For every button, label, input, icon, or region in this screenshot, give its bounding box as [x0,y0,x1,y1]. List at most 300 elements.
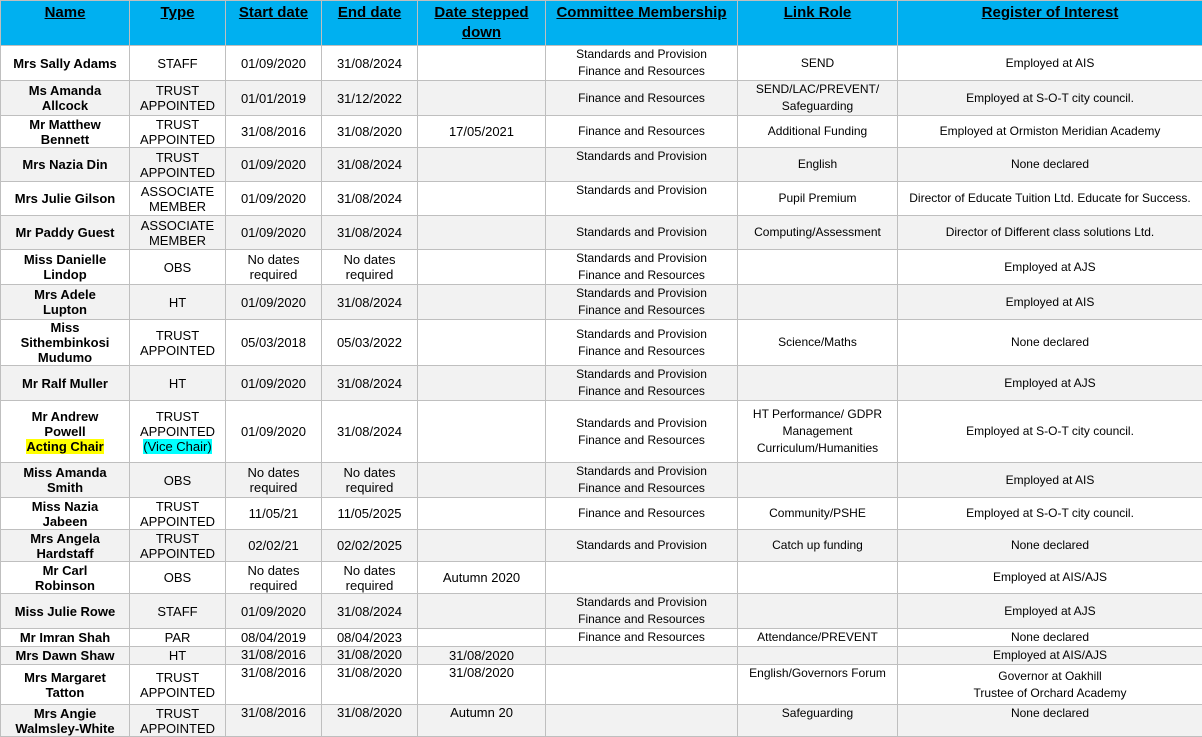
table-body [1,46,1202,737]
end-date: 31/08/2020 [322,705,418,737]
member-name [1,498,130,530]
date-stepped-down [418,463,546,498]
register-of-interest [898,116,1202,148]
end-date: 31/08/2020 [322,116,418,148]
register-of-interest [898,498,1202,530]
member-type-line: ASSOCIATE [132,218,223,233]
member-name [1,148,130,182]
committee-membership [546,182,738,216]
member-type-line: MEMBER [132,199,223,214]
register-of-interest-line: Employed at AIS/AJS [900,647,1200,664]
register-of-interest [898,285,1202,320]
start-date: No dates required [226,562,322,594]
end-date: 31/08/2024 [322,148,418,182]
committee-membership-line: Standards and Provision [548,224,735,241]
link-role-line: Safeguarding [740,705,895,722]
committee-membership-line: Finance and Resources [548,480,735,497]
member-type [130,647,226,665]
date-stepped-down [418,629,546,647]
date-stepped-down [418,216,546,250]
end-date: No dates required [322,463,418,498]
link-role-line: Additional Funding [740,123,895,140]
link-role-line: Science/Maths [740,334,895,351]
link-role-line: English/Governors Forum [740,665,895,682]
link-role-line: English [740,156,895,173]
member-name [1,250,130,285]
member-type [130,498,226,530]
end-date: 31/08/2024 [322,401,418,463]
register-of-interest [898,647,1202,665]
member-type-line: TRUST [132,117,223,132]
end-date: 11/05/2025 [322,498,418,530]
start-date: 01/09/2020 [226,366,322,401]
member-name-line: Miss Amanda [3,465,127,480]
register-of-interest [898,705,1202,737]
date-stepped-down [418,148,546,182]
link-role [738,148,898,182]
committee-membership-line: Standards and Provision [548,537,735,554]
member-name-line: Mrs Adele [3,287,127,302]
committee-membership-line: Standards and Provision [548,182,735,199]
member-name-line: Bennett [3,132,127,147]
date-stepped-down: 31/08/2020 [418,647,546,665]
table-row [1,401,1202,463]
end-date: No dates required [322,562,418,594]
member-type-line: OBS [132,260,223,275]
link-role [738,46,898,81]
table-row [1,498,1202,530]
register-of-interest [898,81,1202,116]
table-row [1,530,1202,562]
register-of-interest-line: None declared [900,156,1200,173]
date-stepped-down [418,530,546,562]
committee-membership [546,366,738,401]
link-role-line: SEND [740,55,895,72]
table-row [1,629,1202,647]
committee-membership-line: Finance and Resources [548,611,735,628]
committee-membership [546,46,738,81]
link-role [738,81,898,116]
register-of-interest-line: Employed at AIS/AJS [900,569,1200,586]
committee-membership-line: Finance and Resources [548,123,735,140]
date-stepped-down [418,182,546,216]
date-stepped-down [418,81,546,116]
member-type [130,530,226,562]
start-date: 01/09/2020 [226,401,322,463]
header-end-date: End date [322,1,418,46]
table-row [1,116,1202,148]
committee-membership [546,216,738,250]
member-name [1,182,130,216]
end-date: 08/04/2023 [322,629,418,647]
register-of-interest [898,46,1202,81]
link-role [738,665,898,705]
link-role [738,463,898,498]
date-stepped-down: 31/08/2020 [418,665,546,705]
table-row [1,665,1202,705]
register-of-interest-line: Employed at AJS [900,259,1200,276]
committee-membership [546,285,738,320]
date-stepped-down [418,46,546,81]
register-of-interest [898,320,1202,366]
start-date: 01/09/2020 [226,182,322,216]
member-type-line: APPOINTED [132,132,223,147]
committee-membership [546,250,738,285]
register-of-interest-line: Employed at S-O-T city council. [900,423,1200,440]
table-row [1,463,1202,498]
member-type [130,594,226,629]
start-date: 31/08/2016 [226,647,322,665]
member-type-line: APPOINTED [132,685,223,700]
member-type [130,182,226,216]
member-type [130,629,226,647]
end-date: 31/12/2022 [322,81,418,116]
member-type-line: APPOINTED [132,514,223,529]
register-of-interest [898,530,1202,562]
table-row [1,148,1202,182]
committee-membership [546,401,738,463]
member-name-line: Mrs Margaret [3,670,127,685]
link-role-line: HT Performance/ GDPR [740,406,895,423]
committee-membership-line: Finance and Resources [548,63,735,80]
member-name-line: Sithembinkosi [3,335,127,350]
register-of-interest [898,401,1202,463]
register-of-interest [898,463,1202,498]
member-type-line: ASSOCIATE [132,184,223,199]
register-of-interest-line: Employed at AJS [900,603,1200,620]
committee-membership [546,594,738,629]
link-role [738,250,898,285]
header-start-date: Start date [226,1,322,46]
member-name-highlight: Acting Chair [26,439,103,454]
member-type-line: TRUST [132,150,223,165]
member-name [1,216,130,250]
committee-membership [546,498,738,530]
table-row [1,705,1202,737]
header-link-role: Link Role [738,1,898,46]
link-role [738,647,898,665]
committee-membership-line: Standards and Provision [548,285,735,302]
register-of-interest-line: Employed at AIS [900,294,1200,311]
member-type [130,463,226,498]
member-type-line: HT [132,648,223,663]
committee-membership-line: Standards and Provision [548,148,735,165]
committee-membership-line: Standards and Provision [548,415,735,432]
committee-membership-line: Standards and Provision [548,250,735,267]
link-role-line: SEND/LAC/PREVENT/ [740,81,895,98]
committee-membership [546,81,738,116]
member-name [1,647,130,665]
member-name-line: Powell [3,424,127,439]
table-row [1,216,1202,250]
register-of-interest-line: None declared [900,705,1200,722]
member-type-line: OBS [132,570,223,585]
start-date: 01/01/2019 [226,81,322,116]
header-row [1,1,1202,46]
member-name [1,116,130,148]
register-of-interest [898,594,1202,629]
link-role [738,285,898,320]
register-of-interest-line: Employed at AJS [900,375,1200,392]
member-name [1,562,130,594]
committee-membership-line: Standards and Provision [548,326,735,343]
member-name-line: Mr Andrew [3,409,127,424]
member-name [1,46,130,81]
member-type [130,148,226,182]
member-name-line: Walmsley-White [3,721,127,736]
committee-membership-line: Finance and Resources [548,267,735,284]
register-of-interest-line: Employed at AIS [900,472,1200,489]
committee-membership-line: Finance and Resources [548,432,735,449]
header-name: Name [1,1,130,46]
member-name [1,366,130,401]
link-role [738,562,898,594]
date-stepped-down: 17/05/2021 [418,116,546,148]
start-date: 08/04/2019 [226,629,322,647]
member-type-line: OBS [132,473,223,488]
register-of-interest [898,366,1202,401]
member-type [130,401,226,463]
member-name-line: Miss [3,320,127,335]
member-name [1,705,130,737]
link-role [738,705,898,737]
start-date: No dates required [226,463,322,498]
start-date: 01/09/2020 [226,285,322,320]
table-row [1,182,1202,216]
date-stepped-down [418,594,546,629]
member-name-line: Mrs Dawn Shaw [3,648,127,663]
member-name [1,401,130,463]
date-stepped-down [418,250,546,285]
committee-membership [546,148,738,182]
link-role [738,401,898,463]
register-of-interest-line: None declared [900,629,1200,646]
member-name-line: Mrs Angela [3,531,127,546]
member-type [130,216,226,250]
table-row [1,81,1202,116]
end-date: 31/08/2024 [322,216,418,250]
member-type [130,366,226,401]
committee-membership [546,463,738,498]
member-name-line: Mr Paddy Guest [3,225,127,240]
member-name [1,530,130,562]
member-type [130,705,226,737]
header-committee-membership: Committee Membership [546,1,738,46]
member-name-line: Mrs Nazia Din [3,157,127,172]
member-name [1,320,130,366]
committee-membership-line: Finance and Resources [548,505,735,522]
member-type [130,46,226,81]
member-type-line: TRUST [132,706,223,721]
committee-membership [546,629,738,647]
member-name-line: Mr Ralf Muller [3,376,127,391]
member-name-line: Mr Carl [3,563,127,578]
member-name [1,463,130,498]
register-of-interest [898,216,1202,250]
member-name-line: Mrs Sally Adams [3,56,127,71]
register-of-interest-line: Employed at S-O-T city council. [900,505,1200,522]
member-type [130,250,226,285]
committee-membership-line: Standards and Provision [548,46,735,63]
link-role [738,182,898,216]
member-type [130,320,226,366]
end-date: No dates required [322,250,418,285]
link-role-line: Catch up funding [740,537,895,554]
link-role [738,366,898,401]
start-date: 01/09/2020 [226,148,322,182]
committee-membership-line: Finance and Resources [548,302,735,319]
end-date: 31/08/2024 [322,285,418,320]
member-name-line: Allcock [3,98,127,113]
member-name-line: Mudumo [3,350,127,365]
member-type-line: TRUST [132,83,223,98]
member-name-line: Ms Amanda [3,83,127,98]
header-date-stepped-down: Date stepped down [418,1,546,46]
member-type-line: TRUST [132,409,223,424]
member-type-line: STAFF [132,56,223,71]
register-of-interest-line: Employed at S-O-T city council. [900,90,1200,107]
committee-membership-line: Standards and Provision [548,366,735,383]
start-date: No dates required [226,250,322,285]
member-name [1,285,130,320]
link-role-line: Safeguarding [740,98,895,115]
end-date: 31/08/2020 [322,665,418,705]
member-name-line: Tatton [3,685,127,700]
committee-membership [546,562,738,594]
register-of-interest [898,182,1202,216]
link-role [738,320,898,366]
committee-membership-line: Finance and Resources [548,343,735,360]
member-name-line: Jabeen [3,514,127,529]
table-row [1,594,1202,629]
member-type-line: APPOINTED [132,98,223,113]
register-of-interest-line: None declared [900,537,1200,554]
register-of-interest-line: None declared [900,334,1200,351]
committee-membership [546,530,738,562]
table-row [1,250,1202,285]
start-date: 31/08/2016 [226,116,322,148]
start-date: 01/09/2020 [226,216,322,250]
member-name-line: Lupton [3,302,127,317]
date-stepped-down: Autumn 2020 [418,562,546,594]
start-date: 02/02/21 [226,530,322,562]
member-type-line: APPOINTED [132,721,223,736]
member-name-line: Lindop [3,267,127,282]
member-name-line: Mr Imran Shah [3,630,127,645]
date-stepped-down [418,401,546,463]
date-stepped-down [418,498,546,530]
register-of-interest-line: Trustee of Orchard Academy [900,685,1200,702]
member-type [130,285,226,320]
member-type-line: TRUST [132,499,223,514]
start-date: 01/09/2020 [226,594,322,629]
committee-membership-line: Finance and Resources [548,383,735,400]
member-type-line: STAFF [132,604,223,619]
member-name [1,594,130,629]
member-type [130,562,226,594]
member-name [1,629,130,647]
table-row [1,320,1202,366]
table-row [1,285,1202,320]
end-date: 31/08/2024 [322,46,418,81]
member-type-line: TRUST [132,531,223,546]
header-register-of-interest: Register of Interest [898,1,1202,46]
register-of-interest-line: Employed at Ormiston Meridian Academy [900,123,1200,140]
register-of-interest-line: Director of Different class solutions Ltd. [900,224,1200,241]
member-type [130,81,226,116]
register-of-interest-line: Employed at AIS [900,55,1200,72]
member-type-line: APPOINTED [132,546,223,561]
start-date: 11/05/21 [226,498,322,530]
member-name [1,665,130,705]
register-of-interest [898,562,1202,594]
member-type-line: APPOINTED [132,424,223,439]
link-role [738,530,898,562]
member-name-line: Miss Julie Rowe [3,604,127,619]
register-of-interest [898,665,1202,705]
date-stepped-down [418,366,546,401]
member-type-line: HT [132,295,223,310]
member-type-line: TRUST [132,328,223,343]
member-name-line: Miss Danielle [3,252,127,267]
member-type [130,665,226,705]
end-date: 02/02/2025 [322,530,418,562]
register-of-interest [898,148,1202,182]
link-role-line: Community/PSHE [740,505,895,522]
committee-membership [546,647,738,665]
member-type-line: MEMBER [132,233,223,248]
member-type-line: APPOINTED [132,165,223,180]
date-stepped-down [418,285,546,320]
member-type-highlight: (Vice Chair) [143,439,211,454]
member-type [130,116,226,148]
member-name-line: Mrs Julie Gilson [3,191,127,206]
start-date: 05/03/2018 [226,320,322,366]
start-date: 01/09/2020 [226,46,322,81]
date-stepped-down [418,320,546,366]
member-type-line: APPOINTED [132,343,223,358]
member-type-line: HT [132,376,223,391]
member-name-line: Smith [3,480,127,495]
committee-membership [546,320,738,366]
table-row [1,46,1202,81]
committee-membership-line: Standards and Provision [548,463,735,480]
committee-membership [546,665,738,705]
member-type-line: PAR [132,630,223,645]
end-date: 05/03/2022 [322,320,418,366]
table-row [1,647,1202,665]
register-of-interest [898,250,1202,285]
table-row [1,366,1202,401]
register-of-interest [898,629,1202,647]
register-of-interest-line: Director of Educate Tuition Ltd. Educate for Success. [900,190,1200,207]
register-of-interest-line: Governor at Oakhill [900,668,1200,685]
link-role-line: Management [740,423,895,440]
committee-membership [546,705,738,737]
member-name-line: Mr Matthew [3,117,127,132]
header-type: Type [130,1,226,46]
start-date: 31/08/2016 [226,665,322,705]
link-role-line: Curriculum/Humanities [740,440,895,457]
start-date: 31/08/2016 [226,705,322,737]
link-role [738,498,898,530]
end-date: 31/08/2024 [322,594,418,629]
link-role [738,629,898,647]
link-role [738,594,898,629]
member-name-line: Robinson [3,578,127,593]
link-role [738,116,898,148]
table-row [1,562,1202,594]
